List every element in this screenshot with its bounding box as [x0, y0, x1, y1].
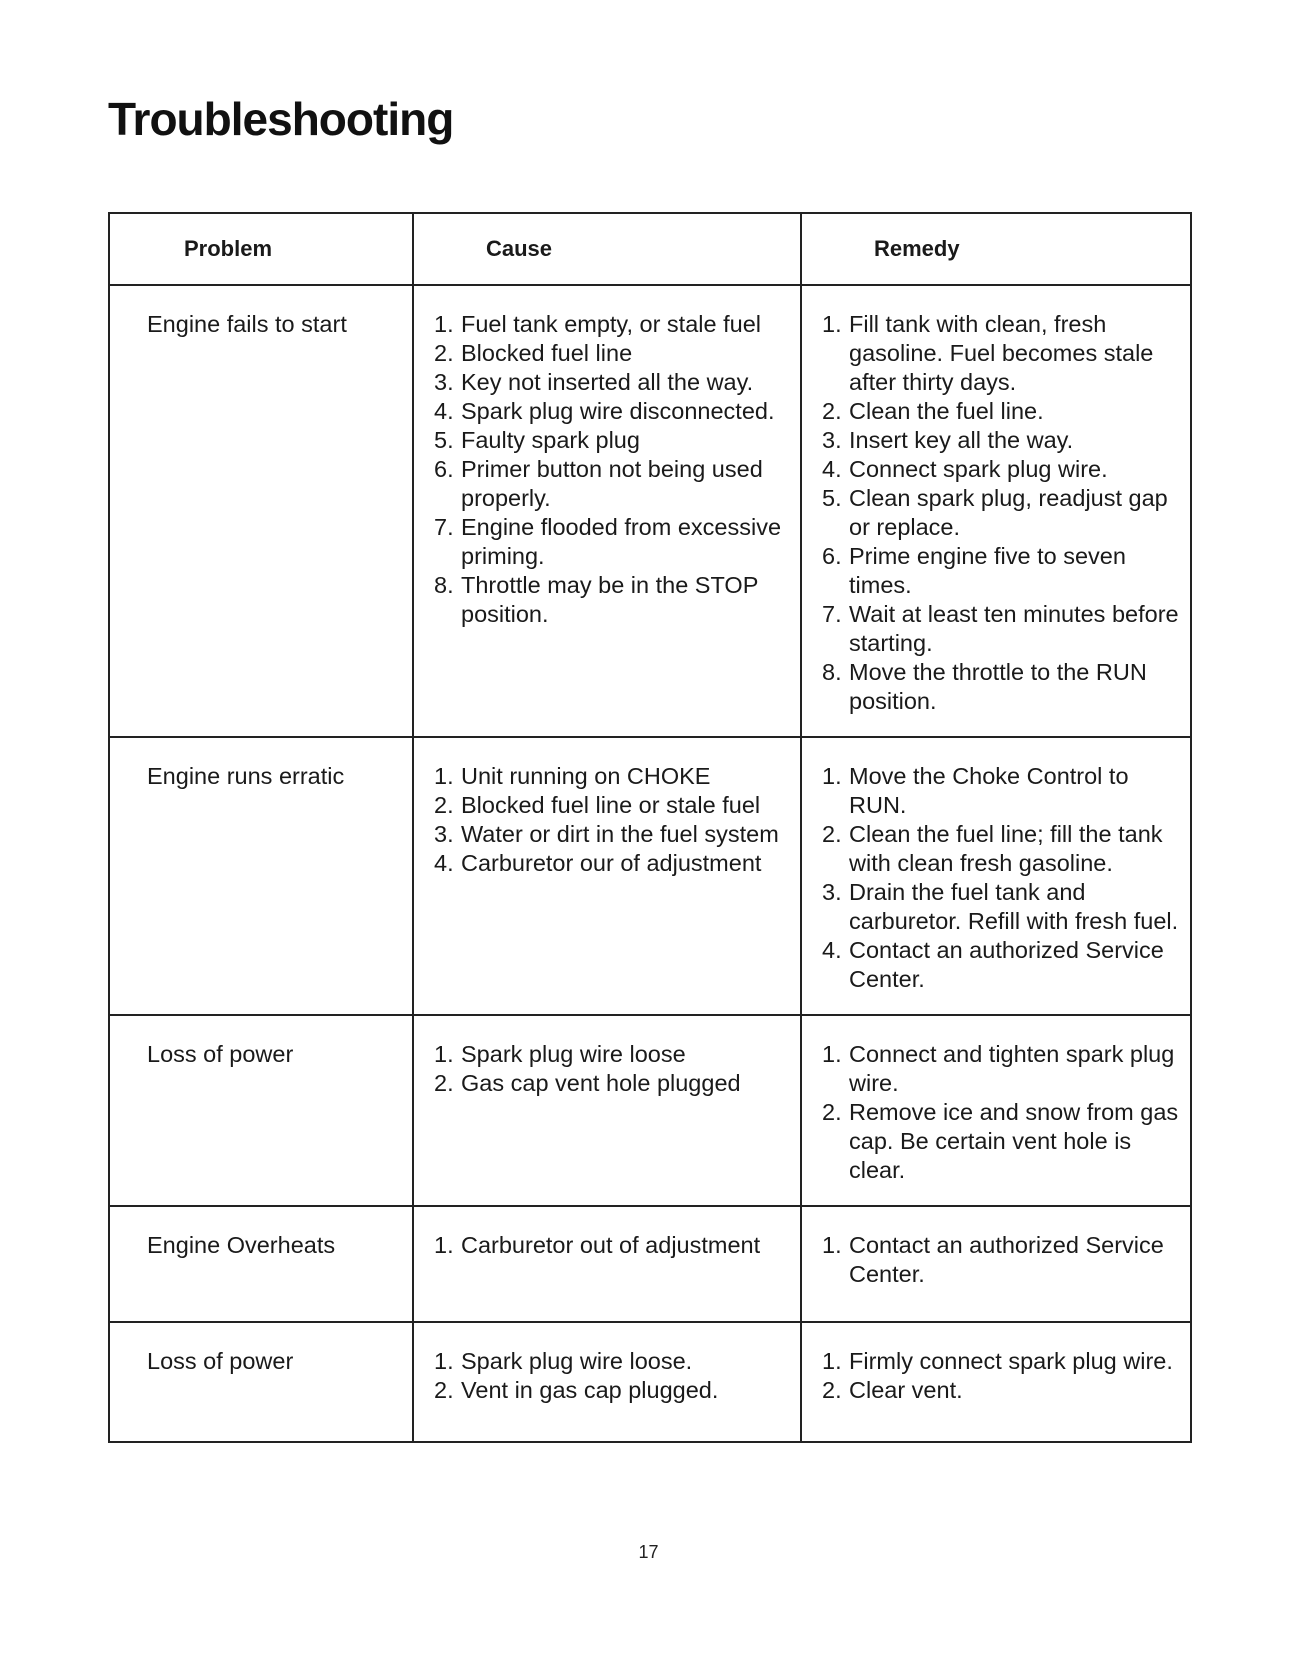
- remedy-list: [822, 1347, 1186, 1405]
- cause-list-item: [434, 397, 796, 426]
- remedy-item-text: Firmly connect spark plug wire.: [849, 1348, 1173, 1374]
- remedy-item-number: 7.: [822, 601, 842, 627]
- cause-item-text: Primer button not being used properly.: [461, 456, 763, 511]
- remedy-cell: [801, 1322, 1191, 1442]
- cause-list-item: [434, 368, 796, 397]
- remedy-list-item: [822, 1376, 1186, 1405]
- cause-list-item: [434, 455, 796, 513]
- cause-list: [434, 310, 796, 629]
- cause-item-number: 6.: [434, 456, 454, 482]
- cause-item-text: Blocked fuel line or stale fuel: [461, 792, 761, 818]
- remedy-cell: [801, 285, 1191, 737]
- column-header-cause-label: Cause: [486, 236, 553, 261]
- remedy-item-number: 2.: [822, 398, 842, 424]
- cause-list-item: [434, 339, 796, 368]
- remedy-list-item: [822, 310, 1186, 397]
- table-row: [109, 285, 1191, 737]
- problem-text: Loss of power: [147, 1348, 294, 1374]
- cause-list-item: [434, 820, 796, 849]
- cause-list-item: [434, 791, 796, 820]
- table-row: [109, 737, 1191, 1015]
- cause-cell: [413, 1322, 801, 1442]
- cause-list-item: [434, 426, 796, 455]
- remedy-item-text: Clear vent.: [849, 1377, 963, 1403]
- cause-list-item: [434, 1347, 796, 1376]
- problem-text: Engine Overheats: [147, 1232, 336, 1258]
- cause-item-text: Engine flooded from excessive priming.: [461, 514, 782, 569]
- remedy-item-text: Clean the fuel line.: [849, 398, 1044, 424]
- cause-item-number: 1.: [434, 1348, 454, 1374]
- cause-list-item: [434, 1069, 796, 1098]
- cause-list: [434, 1347, 796, 1405]
- remedy-cell: [801, 1206, 1191, 1322]
- remedy-item-number: 2.: [822, 1099, 842, 1125]
- table-body: [109, 285, 1191, 1442]
- remedy-list-item: [822, 762, 1186, 820]
- cause-list-item: [434, 513, 796, 571]
- cause-list: [434, 1231, 796, 1260]
- cause-list-item: [434, 571, 796, 629]
- cause-item-number: 1.: [434, 1232, 454, 1258]
- remedy-item-number: 1.: [822, 311, 842, 337]
- remedy-item-number: 1.: [822, 763, 842, 789]
- problem-text: Engine runs erratic: [147, 763, 345, 789]
- cause-item-text: Gas cap vent hole plugged: [461, 1070, 741, 1096]
- remedy-list-item: [822, 1231, 1186, 1289]
- remedy-item-text: Connect and tighten spark plug wire.: [849, 1041, 1175, 1096]
- cause-item-text: Faulty spark plug: [461, 427, 640, 453]
- cause-item-text: Fuel tank empty, or stale fuel: [461, 311, 761, 337]
- column-header-cause: [413, 213, 801, 285]
- remedy-item-number: 4.: [822, 456, 842, 482]
- cause-item-number: 3.: [434, 821, 454, 847]
- page-title: Troubleshooting: [108, 93, 454, 145]
- remedy-item-text: Clean spark plug, readjust gap or replace.: [849, 485, 1168, 540]
- cause-list-item: [434, 1040, 796, 1069]
- troubleshooting-table: [108, 212, 1192, 1443]
- cause-item-text: Vent in gas cap plugged.: [461, 1377, 719, 1403]
- remedy-item-text: Prime engine five to seven times.: [849, 543, 1126, 598]
- cause-item-text: Carburetor out of adjustment: [461, 1232, 761, 1258]
- remedy-item-number: 4.: [822, 937, 842, 963]
- cause-item-number: 2.: [434, 340, 454, 366]
- table-row: [109, 1015, 1191, 1206]
- problem-cell: [109, 1322, 413, 1442]
- cause-cell: [413, 1206, 801, 1322]
- remedy-list: [822, 1231, 1186, 1289]
- cause-item-number: 3.: [434, 369, 454, 395]
- problem-cell: [109, 737, 413, 1015]
- column-header-problem-label: Problem: [184, 236, 273, 261]
- cause-item-number: 2.: [434, 792, 454, 818]
- remedy-list-item: [822, 484, 1186, 542]
- cause-item-text: Throttle may be in the STOP position.: [461, 572, 758, 627]
- cause-item-text: Water or dirt in the fuel system: [461, 821, 779, 847]
- remedy-cell: [801, 1015, 1191, 1206]
- remedy-item-text: Fill tank with clean, fresh gasoline. Fuel becomes stale after thirty days.: [849, 311, 1154, 395]
- remedy-item-number: 2.: [822, 821, 842, 847]
- remedy-list-item: [822, 455, 1186, 484]
- cause-item-number: 8.: [434, 572, 454, 598]
- cause-item-number: 2.: [434, 1377, 454, 1403]
- cause-item-text: Spark plug wire loose.: [461, 1348, 693, 1374]
- remedy-list-item: [822, 600, 1186, 658]
- remedy-item-text: Connect spark plug wire.: [849, 456, 1108, 482]
- cause-list-item: [434, 762, 796, 791]
- remedy-list: [822, 310, 1186, 716]
- cause-item-text: Key not inserted all the way.: [461, 369, 754, 395]
- remedy-item-number: 1.: [822, 1232, 842, 1258]
- remedy-item-number: 8.: [822, 659, 842, 685]
- remedy-item-text: Insert key all the way.: [849, 427, 1074, 453]
- problem-text: Loss of power: [147, 1041, 294, 1067]
- cause-list-item: [434, 849, 796, 878]
- cause-list: [434, 1040, 796, 1098]
- cause-list-item: [434, 1376, 796, 1405]
- remedy-item-number: 6.: [822, 543, 842, 569]
- remedy-item-number: 3.: [822, 427, 842, 453]
- column-header-problem: [109, 213, 413, 285]
- cause-item-number: 4.: [434, 398, 454, 424]
- remedy-list-item: [822, 542, 1186, 600]
- cause-item-number: 1.: [434, 763, 454, 789]
- problem-cell: [109, 1015, 413, 1206]
- cause-item-number: 5.: [434, 427, 454, 453]
- page-number: 17: [638, 1542, 659, 1562]
- table-row: [109, 1322, 1191, 1442]
- remedy-cell: [801, 737, 1191, 1015]
- remedy-item-text: Clean the fuel line; fill the tank with clean fresh gasoline.: [849, 821, 1163, 876]
- cause-cell: [413, 737, 801, 1015]
- remedy-list-item: [822, 397, 1186, 426]
- remedy-list: [822, 1040, 1186, 1185]
- remedy-item-text: Remove ice and snow from gas cap. Be certain vent hole is clear.: [849, 1099, 1179, 1183]
- cause-item-number: 1.: [434, 311, 454, 337]
- remedy-list-item: [822, 820, 1186, 878]
- remedy-item-text: Drain the fuel tank and carburetor. Refill with fresh fuel.: [849, 879, 1179, 934]
- cause-item-number: 1.: [434, 1041, 454, 1067]
- remedy-list-item: [822, 878, 1186, 936]
- cause-item-number: 4.: [434, 850, 454, 876]
- problem-cell: [109, 285, 413, 737]
- cause-item-text: Spark plug wire disconnected.: [461, 398, 775, 424]
- remedy-list-item: [822, 1347, 1186, 1376]
- column-header-remedy: [801, 213, 1191, 285]
- cause-list-item: [434, 310, 796, 339]
- cause-item-text: Blocked fuel line: [461, 340, 633, 366]
- remedy-item-number: 3.: [822, 879, 842, 905]
- cause-cell: [413, 285, 801, 737]
- cause-item-text: Unit running on CHOKE: [461, 763, 711, 789]
- remedy-item-number: 5.: [822, 485, 842, 511]
- remedy-item-number: 2.: [822, 1377, 842, 1403]
- remedy-list-item: [822, 1098, 1186, 1185]
- remedy-list-item: [822, 658, 1186, 716]
- remedy-list-item: [822, 1040, 1186, 1098]
- remedy-item-text: Contact an authorized Service Center.: [849, 937, 1164, 992]
- remedy-item-number: 1.: [822, 1348, 842, 1374]
- remedy-item-text: Wait at least ten minutes before starting.: [849, 601, 1179, 656]
- cause-list: [434, 762, 796, 878]
- remedy-item-number: 1.: [822, 1041, 842, 1067]
- cause-item-number: 7.: [434, 514, 454, 540]
- cause-item-number: 2.: [434, 1070, 454, 1096]
- remedy-item-text: Move the throttle to the RUN position.: [849, 659, 1147, 714]
- cause-list-item: [434, 1231, 796, 1260]
- remedy-item-text: Move the Choke Control to RUN.: [849, 763, 1129, 818]
- cause-item-text: Spark plug wire loose: [461, 1041, 686, 1067]
- table-row: [109, 1206, 1191, 1322]
- problem-cell: [109, 1206, 413, 1322]
- problem-text: Engine fails to start: [147, 311, 347, 337]
- remedy-list-item: [822, 936, 1186, 994]
- remedy-list-item: [822, 426, 1186, 455]
- cause-cell: [413, 1015, 801, 1206]
- remedy-list: [822, 762, 1186, 994]
- remedy-item-text: Contact an authorized Service Center.: [849, 1232, 1164, 1287]
- table-header-row: [109, 213, 1191, 285]
- column-header-remedy-label: Remedy: [874, 236, 960, 261]
- cause-item-text: Carburetor our of adjustment: [461, 850, 762, 876]
